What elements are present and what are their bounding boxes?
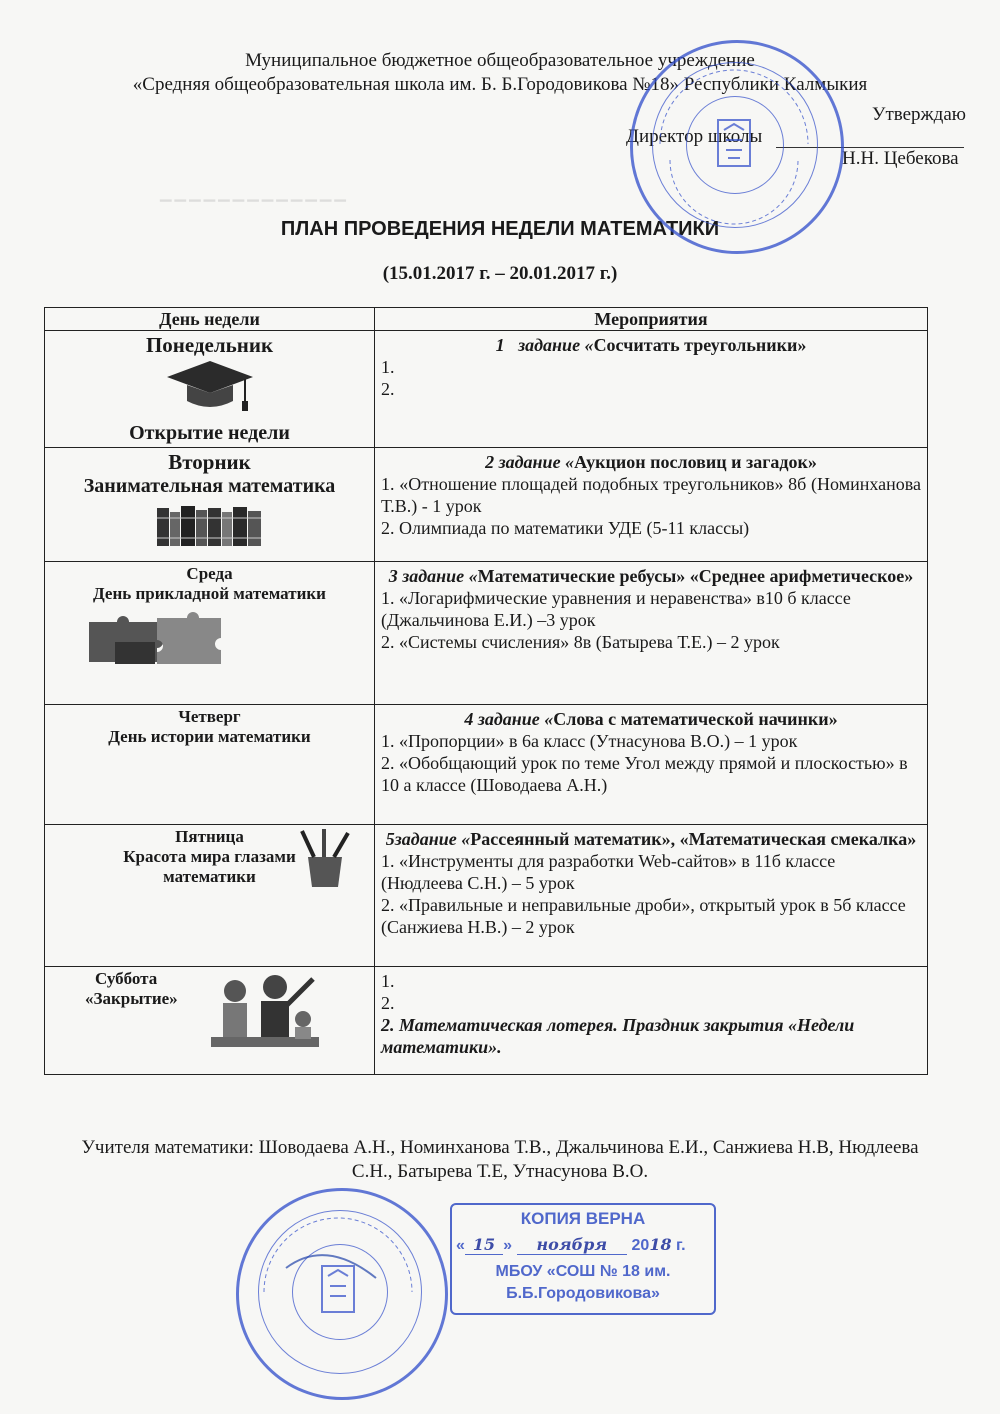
task-label-thursday: 4 задание «: [464, 709, 554, 729]
closing-event: 2. Математическая лотерея. Праздник закрытия «Недели математики».: [381, 1015, 855, 1057]
copy-stamp-day: 15: [465, 1235, 503, 1255]
task-friday: [381, 828, 921, 850]
list-item: 2. «Обобщающий урок по теме Угол между прямой и плоскостью» в 10 а классе (Шоводаева А.Н.): [381, 753, 908, 795]
director-label: Директор школы: [626, 126, 763, 147]
task-label-wednesday: 3 задание «: [388, 566, 478, 586]
task-label-monday: задание «: [518, 335, 594, 355]
table-row-tuesday: [45, 448, 928, 562]
school-header-line1: Муниципальное бюджетное общеобразовательное учреждение: [245, 50, 755, 71]
events-cell-wednesday: [375, 562, 928, 705]
col-header-day: День недели: [45, 308, 375, 331]
day-sub-tuesday: Занимательная математика: [83, 475, 336, 497]
teachers-list: Учителя математики: Шоводаева А.Н., Номинханова Т.В., Джальчинова Е.И., Санжиева Н.В, Нюдлеева С.Н., Батырева Т.Е, Утнасунова В.О.: [81, 1137, 919, 1182]
day-cell-friday: [45, 825, 375, 967]
list-item: 1.: [381, 971, 395, 991]
list-item: 2. «Правильные и неправильные дроби», открытый урок в 5б классе (Санжиева Н.В.) – 2 урок: [381, 895, 906, 937]
copy-stamp-year-prefix: 20: [631, 1237, 650, 1254]
table-row-thursday: [45, 705, 928, 825]
day-name-thursday: Четверг: [178, 707, 241, 726]
events-table: [44, 307, 928, 1075]
copy-stamp-org2: Б.Б.Городовикова»: [506, 1285, 660, 1302]
list-item: 2.: [381, 993, 395, 1013]
events-cell-thursday: [375, 705, 928, 825]
show-through-text: ▁▁▁▁▁▁▁▁▁▁▁▁▁: [160, 185, 349, 202]
graduation-cap-icon: [165, 359, 255, 415]
date-range: (15.01.2017 г. – 20.01.2017 г.): [382, 263, 618, 284]
table-row-wednesday: [45, 562, 928, 705]
copy-stamp-year-end: г.: [676, 1237, 686, 1254]
events-cell-monday: [375, 331, 928, 448]
events-cell-tuesday: [375, 448, 928, 562]
puzzle-icon: [85, 612, 225, 668]
approve-label: Утверждаю: [872, 104, 966, 125]
books-icon: [155, 504, 265, 548]
list-item: 1. «Инструменты для разработки Web-сайтов» в 11б классе (Нюдлеева С.Н.) – 5 урок: [381, 851, 836, 893]
day-name-tuesday: Вторник: [168, 450, 251, 474]
events-cell-saturday: [375, 967, 928, 1075]
list-item: 1.: [381, 357, 395, 377]
task-wednesday: [381, 565, 921, 587]
task-title-monday: Сосчитать треугольники»: [593, 335, 807, 355]
day-sub-monday: Открытие недели: [129, 422, 290, 444]
day-name-friday: Пятница: [175, 827, 244, 846]
day-sub-wednesday: День прикладной математики: [93, 584, 326, 603]
task-title-tuesday: Аукцион пословиц и загадок»: [574, 452, 817, 472]
day-cell-saturday: [45, 967, 375, 1075]
copy-stamp-title: КОПИЯ ВЕРНА: [520, 1209, 646, 1228]
task-thursday: [381, 708, 921, 730]
day-sub-saturday: «Закрытие»: [85, 989, 178, 1008]
day-name-saturday: Суббота: [95, 969, 158, 988]
day-sub-friday: Красота мира глазами математики: [123, 847, 296, 886]
pencil-cup-icon: [290, 829, 360, 889]
day-name-monday: Понедельник: [145, 333, 274, 357]
seal-stamp-top: [630, 40, 844, 254]
task-title-wednesday: Математические ребусы» «Среднее арифметическое»: [477, 566, 914, 586]
seal-stamp-bottom: [236, 1188, 450, 1402]
task-label-friday: 5задание «: [385, 829, 471, 849]
teacher-students-illustration-icon: [205, 973, 325, 1059]
table-row-saturday: [45, 967, 928, 1075]
task-title-friday: Рассеянный математик», «Математическая смекалка»: [470, 829, 917, 849]
task-num-monday: 1: [495, 335, 505, 355]
list-item: 1. «Пропорции» в 6а класс (Утнасунова В.О.) – 1 урок: [381, 731, 798, 751]
day-cell-thursday: [45, 705, 375, 825]
col-header-events: Мероприятия: [375, 308, 928, 331]
events-cell-friday: [375, 825, 928, 967]
task-title-thursday: Слова с математической начинки»: [553, 709, 838, 729]
list-item: 2.: [381, 379, 395, 399]
school-header-line2: «Средняя общеобразовательная школа им. Б. Б.Городовикова №18» Республики Калмыкия: [132, 74, 868, 95]
copy-stamp-year-suffix: 18: [649, 1235, 672, 1254]
list-item: 2. «Системы счисления» 8в (Батырева Т.Е.) – 2 урок: [381, 632, 780, 652]
day-cell-monday: [45, 331, 375, 448]
copy-stamp-org1: МБОУ «СОШ № 18 им.: [495, 1263, 671, 1280]
list-item: 1. «Отношение площадей подобных треугольников» 8б (Номинханова Т.В.) - 1 урок: [381, 474, 921, 516]
copy-stamp-date: « 15 » ноября 2018 г.: [456, 1235, 686, 1254]
copy-stamp-month: ноября: [517, 1235, 628, 1255]
day-sub-thursday: День истории математики: [108, 727, 311, 746]
copy-certified-stamp: [450, 1203, 716, 1315]
table-row-monday: [45, 331, 928, 448]
day-name-wednesday: Среда: [186, 564, 233, 583]
task-label-tuesday: 2 задание «: [485, 452, 575, 472]
director-name: Н.Н. Цебекова: [842, 148, 959, 169]
page-title: ПЛАН ПРОВЕДЕНИЯ НЕДЕЛИ МАТЕМАТИКИ: [280, 218, 720, 240]
list-item: 2. Олимпиада по математики УДЕ (5-11 классы): [381, 518, 750, 538]
day-cell-tuesday: [45, 448, 375, 562]
list-item: 1. «Логарифмические уравнения и неравенства» в10 б классе (Джальчинова Е.И.) –3 урок: [381, 588, 851, 630]
table-row-friday: [45, 825, 928, 967]
task-monday: [381, 334, 921, 356]
table-header-row: [45, 308, 928, 331]
day-cell-wednesday: [45, 562, 375, 705]
task-tuesday: [381, 451, 921, 473]
